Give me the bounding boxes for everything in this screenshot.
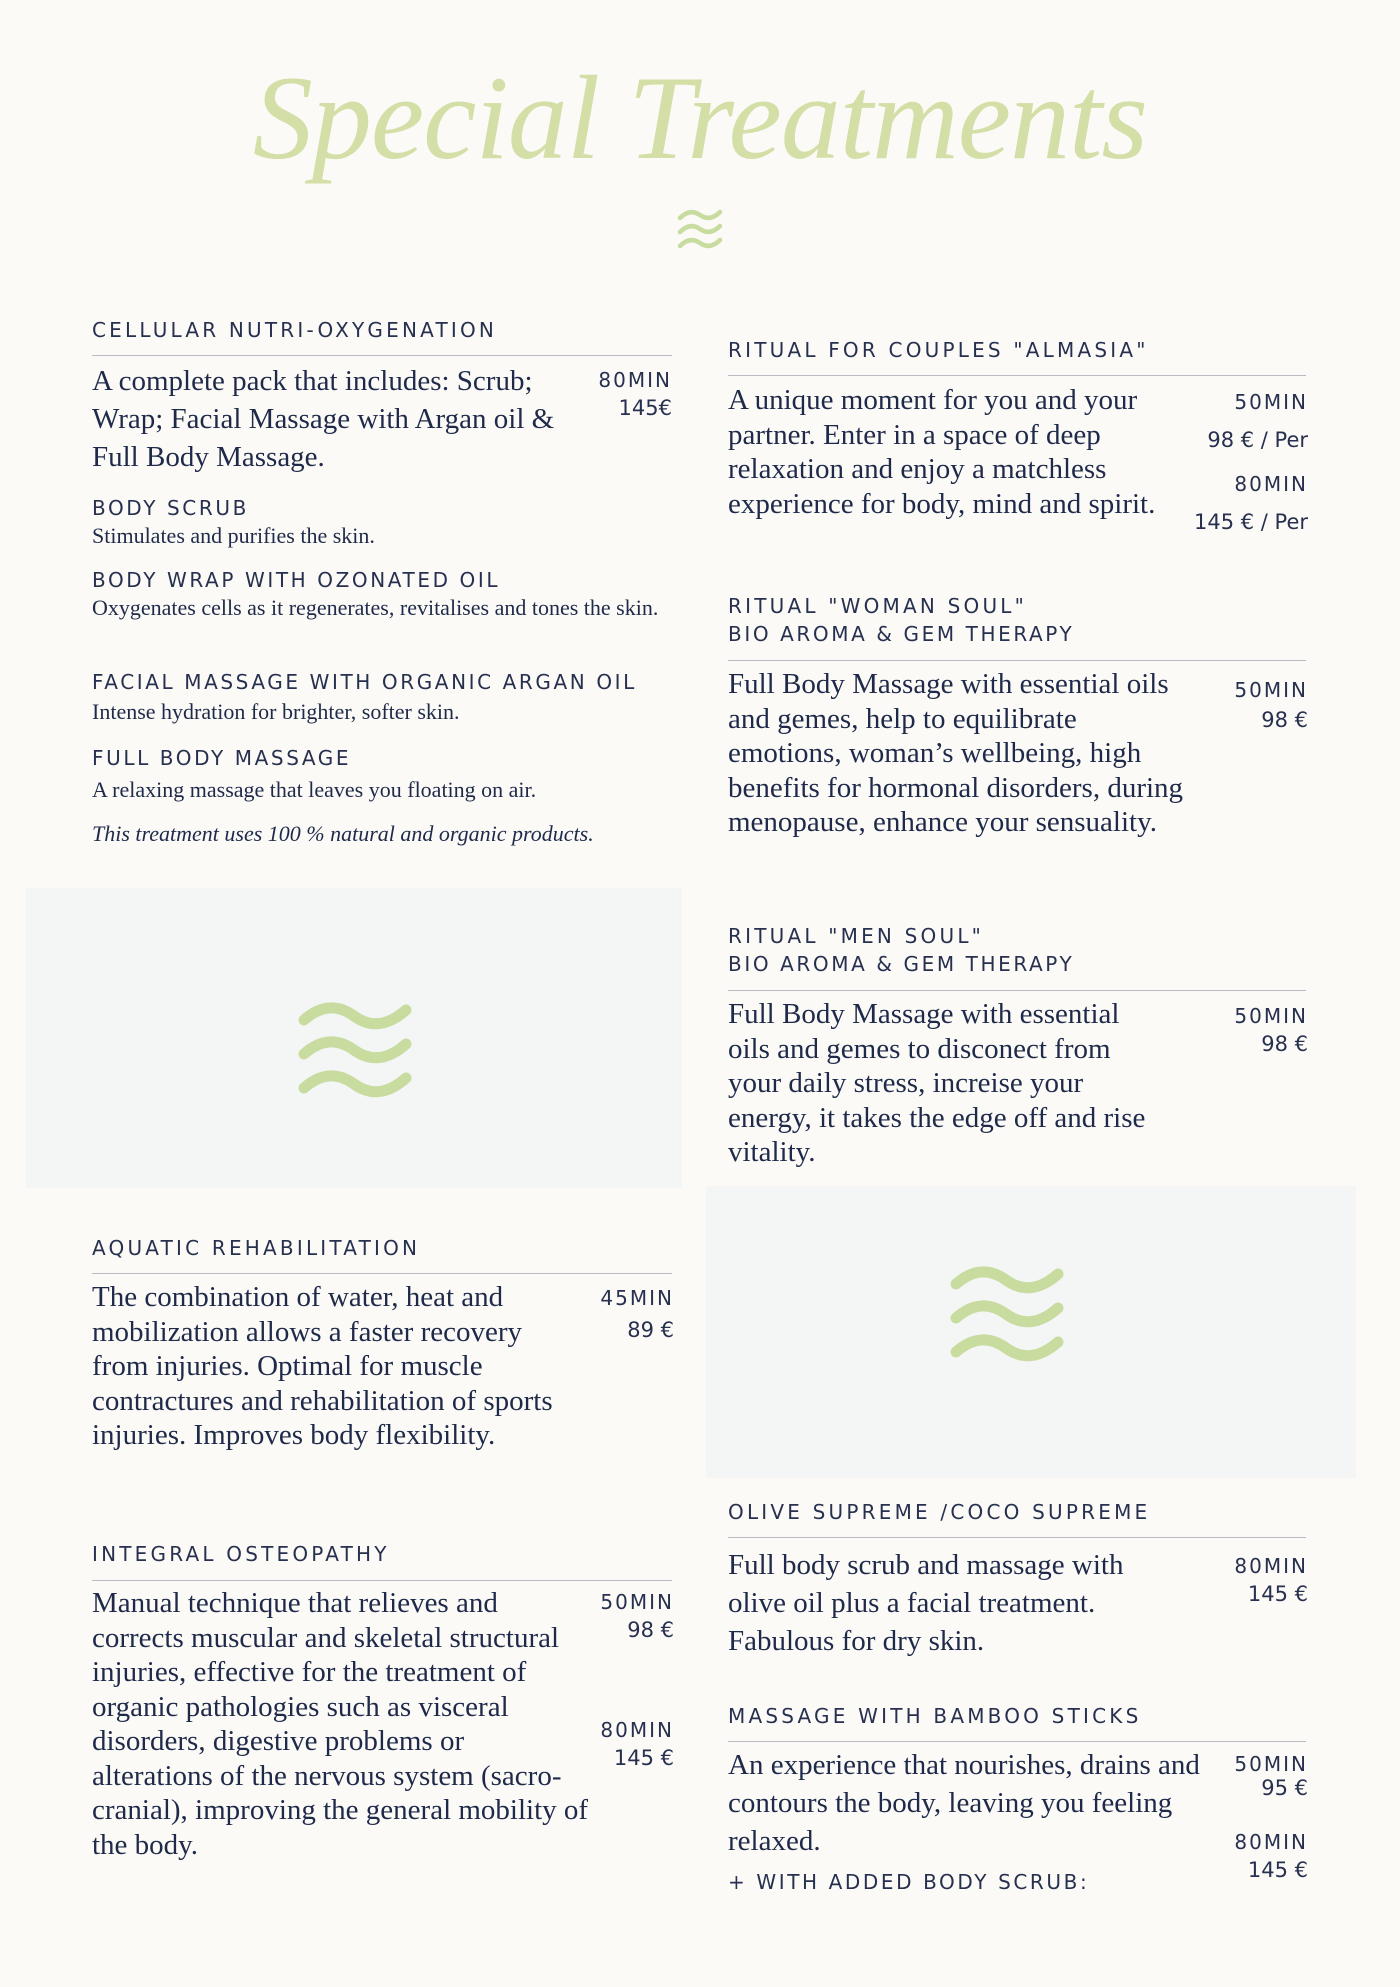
section-description: Manual technique that relieves and corrects muscular and skeletal structural injuries, effective for the treatment of organic pathologies such as visceral disorders, digestive problems or alterations of the nervous system (sacro-cranial), improving the general mobility of the body. — [92, 1587, 589, 1861]
item-desc: A relaxing massage that leaves you floating on air. — [92, 777, 537, 802]
price: 145€ — [618, 396, 672, 420]
price: 89 € — [627, 1318, 674, 1342]
section-heading: OLIVE SUPREME /COCO SUPREME — [728, 1500, 1151, 1524]
divider — [92, 1580, 672, 1581]
price: 98 € — [627, 1618, 674, 1642]
section-heading: AQUATIC REHABILITATION — [92, 1236, 421, 1260]
item-title: FACIAL MASSAGE WITH ORGANIC ARGAN OIL — [92, 670, 637, 694]
duration: 80MIN — [1234, 472, 1308, 496]
price: 145 € — [613, 1746, 674, 1770]
price: 98 € / Per — [1207, 428, 1308, 452]
duration: 50MIN — [1234, 390, 1308, 414]
page-title: Special Treatments — [252, 51, 1148, 184]
section-heading: INTEGRAL OSTEOPATHY — [92, 1542, 390, 1566]
item-desc: Intense hydration for brighter, softer skin. — [92, 699, 460, 724]
addon-label: + WITH ADDED BODY SCRUB: — [728, 1870, 1090, 1894]
item-title: BODY SCRUB — [92, 496, 249, 520]
section-intro: A complete pack that includes: Scrub; Wrap; Facial Massage with Argan oil & Full Body Massage. — [92, 365, 555, 473]
section-heading: CELLULAR NUTRI-OXYGENATION — [92, 318, 498, 342]
item-desc: Oxygenates cells as it regenerates, revitalises and tones the skin. — [92, 595, 659, 620]
section-description: Full Body Massage with essential oils and gemes, help to equilibrate emotions, woman’s wellbeing, high benefits for hormonal disorders, during menopause, enhance your sensuality. — [728, 668, 1184, 838]
price: 98 € — [1261, 708, 1308, 732]
section-heading: MASSAGE WITH BAMBOO STICKS — [728, 1704, 1142, 1728]
price: 145 € — [1247, 1858, 1308, 1882]
divider — [728, 1741, 1306, 1742]
wave-icon — [676, 206, 724, 256]
section-description: Full Body Massage with essential oils and gemes to disconect from your daily stress, increise your energy, it takes the edge off and rise vitality. — [728, 998, 1146, 1168]
section-description: Full body scrub and massage with olive oil plus a facial treatment. Fabulous for dry skin. — [728, 1549, 1124, 1657]
divider — [728, 990, 1306, 991]
duration: 80MIN — [1234, 1554, 1308, 1578]
wave-icon — [296, 996, 414, 1108]
section-heading: RITUAL FOR COUPLES "ALMASIA" — [728, 338, 1149, 362]
duration: 80MIN — [598, 368, 672, 392]
duration: 50MIN — [1234, 1004, 1308, 1028]
duration: 80MIN — [600, 1718, 674, 1742]
divider — [92, 1273, 672, 1274]
section-heading: RITUAL "MEN SOUL" — [728, 924, 985, 948]
section-heading: RITUAL "WOMAN SOUL" — [728, 594, 1028, 618]
divider — [92, 355, 672, 356]
price: 145 € / Per — [1193, 510, 1308, 534]
section-subheading: BIO AROMA & GEM THERAPY — [728, 622, 1075, 646]
price: 98 € — [1261, 1032, 1308, 1056]
duration: 50MIN — [1234, 678, 1308, 702]
duration: 45MIN — [600, 1286, 674, 1310]
divider — [728, 375, 1306, 376]
section-note: This treatment uses 100 % natural and organic products. — [92, 821, 594, 846]
duration: 50MIN — [600, 1590, 674, 1614]
section-description: A unique moment for you and your partner. Enter in a space of deep relaxation and enjoy a matchless experience for body, mind and spirit. — [728, 384, 1156, 520]
price: 145 € — [1247, 1582, 1308, 1606]
divider — [728, 660, 1306, 661]
price: 95 € — [1261, 1776, 1308, 1800]
item-desc: Stimulates and purifies the skin. — [92, 523, 375, 548]
section-description: The combination of water, heat and mobilization allows a faster recovery from injuries. Optimal for muscle contractures and rehabilitation of sports injuries. Improves body flexibility. — [92, 1281, 553, 1451]
section-description: An experience that nourishes, drains and contours the body, leaving you feeling relaxed. — [728, 1749, 1200, 1857]
divider — [728, 1537, 1306, 1538]
item-title: FULL BODY MASSAGE — [92, 746, 352, 770]
item-title: BODY WRAP WITH OZONATED OIL — [92, 568, 501, 592]
section-subheading: BIO AROMA & GEM THERAPY — [728, 952, 1075, 976]
duration: 80MIN — [1234, 1830, 1308, 1854]
wave-icon — [948, 1260, 1066, 1372]
duration: 50MIN — [1234, 1752, 1308, 1776]
